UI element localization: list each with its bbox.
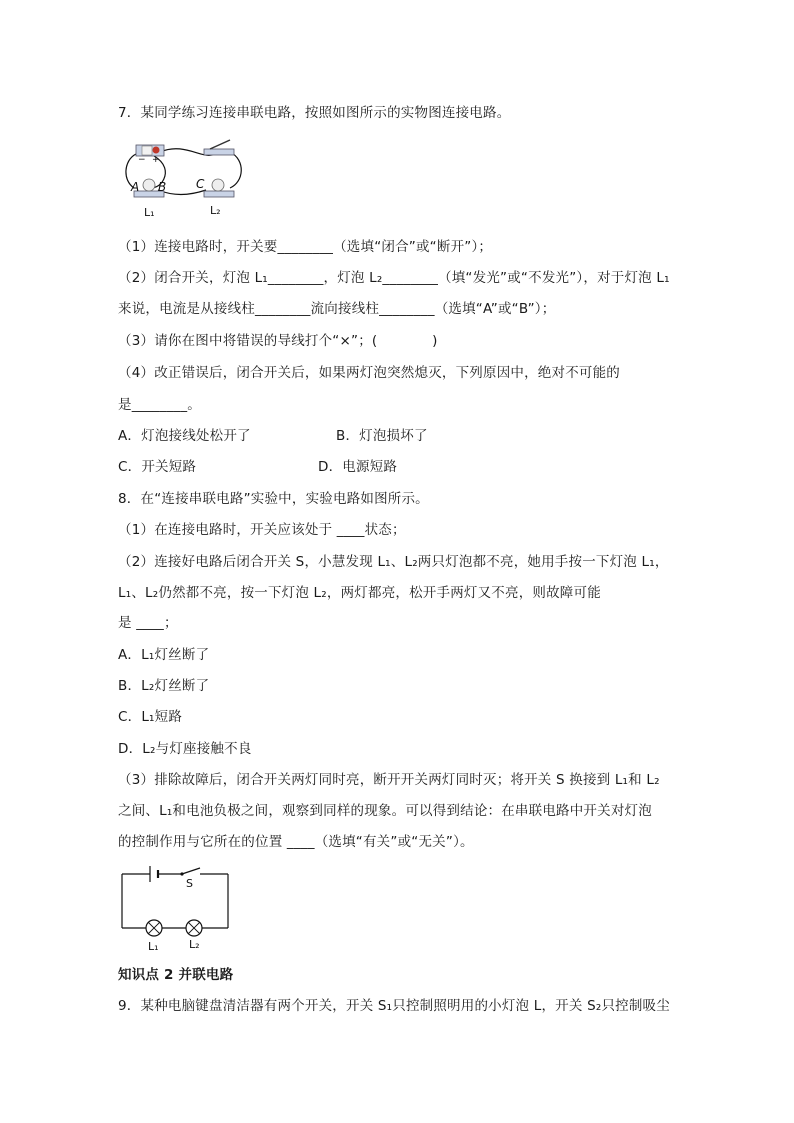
battery-cell [142, 146, 152, 155]
section-2-heading: 知识点 2 并联电路 [118, 967, 234, 983]
q7-part3: （3）请你在图中将错误的导线打个“×”；( ) [118, 333, 438, 349]
switch-lever [182, 868, 200, 874]
q7-part1: （1）连接电路时，开关要________（选填“闭合”或“断开”）； [118, 239, 493, 255]
q8-circuit-diagram [118, 860, 233, 955]
q8-part2-line1: （2）连接好电路后闭合开关 S，小慧发现 L₁、L₂两只灯泡都不亮，她用手按一下灯泡 L₁， [118, 554, 669, 570]
q9-title: 9．某种电脑键盘清洁器有两个开关，开关 S₁只控制照明用的小灯泡 L，开关 S₂只控制吸尘 [118, 998, 670, 1014]
q7-option-b: B．灯泡损坏了 [336, 428, 428, 444]
q8-part2-line3: 是 ____； [118, 615, 178, 631]
q7-part4-line1: （4）改正错误后，闭合开关后，如果两灯泡突然熄灭，下列原因中，绝对不可能的 [118, 365, 620, 381]
switch-base [204, 149, 234, 155]
battery-cap [153, 147, 160, 154]
q7-part2-line2: 来说，电流是从接线柱________流向接线柱________（选填“A”或“B”）； [118, 301, 556, 317]
switch-s-label: S [186, 877, 193, 890]
q8-part1: （1）在连接电路时，开关应该处于 ____状态； [118, 522, 406, 538]
q8-option-b: B．L₂灯丝断了 [118, 678, 210, 694]
wire-right [230, 152, 241, 188]
switch-blade [210, 140, 230, 149]
q7-option-a: A．灯泡接线处松开了 [118, 428, 251, 444]
q7-circuit-figure [118, 136, 248, 222]
q7-option-d: D．电源短路 [318, 459, 398, 475]
lamp-l1-label: L₁ [148, 940, 159, 953]
bulb-l2 [212, 179, 224, 191]
q7-title: 7．某同学练习连接串联电路，按照如图所示的实物图连接电路。 [118, 105, 511, 121]
bulb-l2-base [204, 191, 234, 197]
battery-plus-label: + [152, 155, 160, 165]
lamp-l2-label: L₂ [189, 938, 200, 951]
q8-option-a: A．L₁灯丝断了 [118, 647, 210, 663]
bulb-l1 [143, 179, 155, 191]
q8-title: 8．在“连接串联电路”实验中，实验电路如图所示。 [118, 491, 429, 507]
q7-part2-line1: （2）闭合开关，灯泡 L₁________，灯泡 L₂________（填“发光”或“不发光”），对于灯泡 L₁ [118, 270, 670, 286]
q7-option-c: C．开关短路 [118, 459, 197, 475]
q8-part3-line1: （3）排除故障后，闭合开关两灯同时亮，断开开关两灯同时灭；将开关 S 换接到 L₁和 L₂ [118, 772, 660, 788]
q7-part4-line2: 是________。 [118, 397, 201, 413]
q8-option-d: D．L₂与灯座接触不良 [118, 741, 252, 757]
bulb-l1-label: L₁ [144, 206, 155, 219]
battery-minus-label: − [138, 155, 146, 165]
q8-part2-line2: L₁、L₂仍然都不亮，按一下灯泡 L₂，两灯都亮，松开手两灯又不亮，则故障可能 [118, 585, 601, 601]
q8-part3-line3: 的控制作用与它所在的位置 ____（选填“有关”或“无关”）。 [118, 834, 474, 850]
bulb-l2-label: L₂ [210, 204, 221, 217]
terminal-b-label: B [158, 180, 167, 194]
terminal-c-label: C [196, 177, 205, 191]
q8-option-c: C．L₁短路 [118, 709, 183, 725]
terminal-a-label: A [131, 180, 140, 194]
q8-part3-line2: 之间、L₁和电池负极之间，观察到同样的现象。可以得到结论：在串联电路中开关对灯泡 [118, 803, 652, 819]
